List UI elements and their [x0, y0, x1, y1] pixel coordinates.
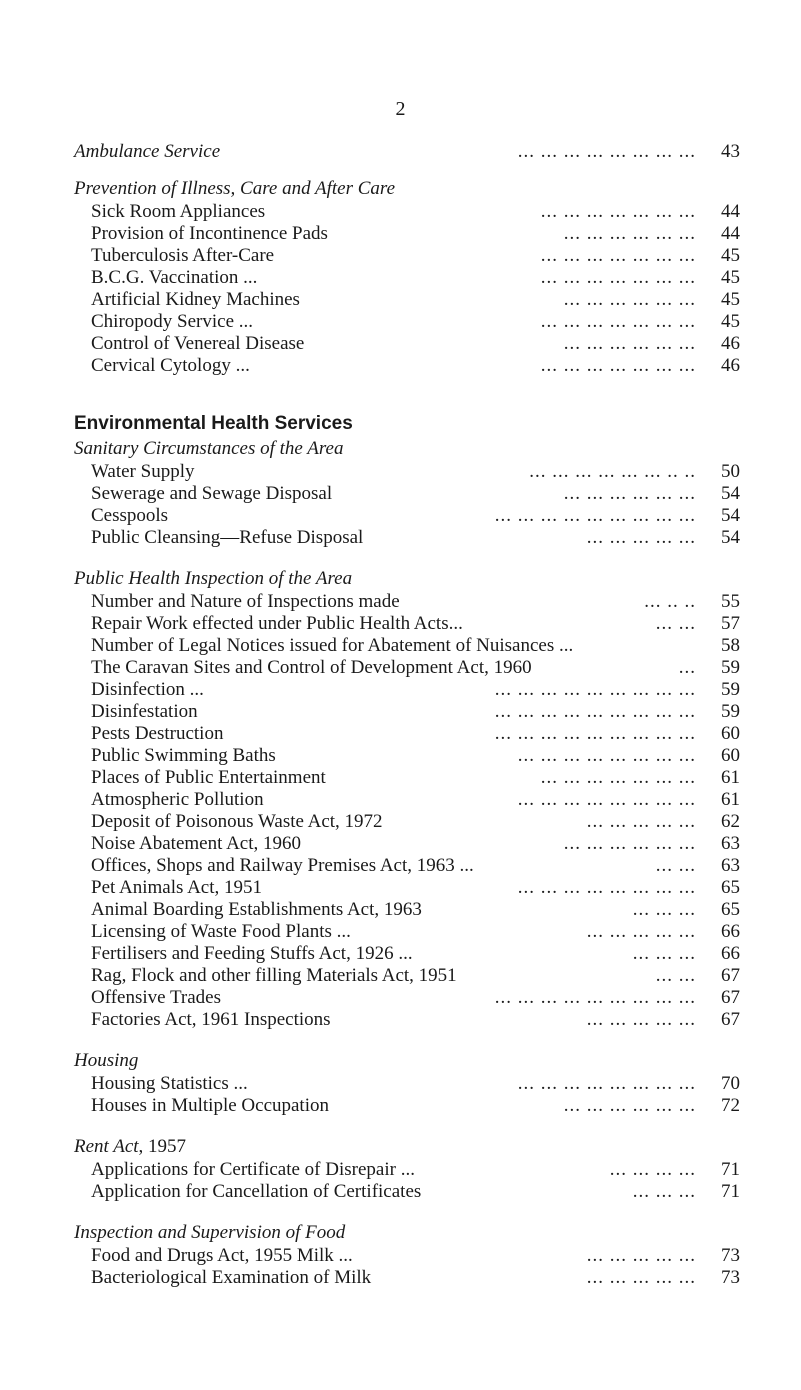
toc-entry — [74, 591, 740, 613]
toc-page-number: 70 — [721, 1073, 740, 1094]
leader-dots: ... ... — [655, 965, 696, 986]
toc-entry — [74, 483, 740, 505]
toc-entry — [74, 855, 740, 877]
toc-page-number: 57 — [721, 613, 740, 634]
toc-entry — [74, 311, 740, 333]
leader-dots: ... ... ... ... ... ... ... — [540, 355, 696, 376]
toc-entry-label: Ambulance Service — [74, 141, 221, 162]
toc-page-number: 44 — [721, 223, 740, 244]
leader-dots: ... ... ... ... ... ... ... ... ... — [494, 723, 696, 744]
toc-page-number: 66 — [721, 921, 740, 942]
toc-entry-label: The Caravan Sites and Control of Development Act, 1960 — [91, 657, 532, 678]
toc-entry — [74, 245, 740, 267]
toc-entry-label: Public Cleansing—Refuse Disposal — [91, 527, 364, 548]
toc-page-number: 46 — [721, 333, 740, 354]
toc-page-number: 66 — [721, 943, 740, 964]
leader-dots: ... ... ... ... ... — [586, 1009, 696, 1030]
toc-entry — [74, 745, 740, 767]
toc-entry-label: Animal Boarding Establishments Act, 1963 — [91, 899, 422, 920]
toc-entry — [74, 1159, 740, 1181]
leader-dots: ... ... — [655, 855, 696, 876]
leader-dots: ... — [678, 657, 696, 678]
toc-page-number: 58 — [721, 635, 740, 656]
leader-dots: ... ... ... ... ... — [586, 921, 696, 942]
toc-entry-label: Artificial Kidney Machines — [91, 289, 300, 310]
toc-entry-label: Number of Legal Notices issued for Abatement of Nuisances ... — [91, 635, 574, 656]
toc-page-number: 72 — [721, 1095, 740, 1116]
toc-page-number: 43 — [721, 141, 740, 162]
toc-entry-label: Cervical Cytology ... — [91, 355, 250, 376]
leader-dots: ... ... ... ... ... ... — [563, 483, 696, 504]
toc-entry-label: Water Supply — [91, 461, 195, 482]
toc-entry-label: Bacteriological Examination of Milk — [91, 1267, 372, 1288]
toc-entry-label: Disinfection ... — [91, 679, 204, 700]
leader-dots: ... ... ... ... ... ... ... ... — [517, 141, 696, 162]
toc-entry-label: B.C.G. Vaccination ... — [91, 267, 258, 288]
toc-entry-label: Housing Statistics ... — [91, 1073, 248, 1094]
toc-entry-label: Control of Venereal Disease — [91, 333, 305, 354]
toc-entry-label: Application for Cancellation of Certificates — [91, 1181, 422, 1202]
toc-entry — [74, 1245, 740, 1267]
toc-page-number: 73 — [721, 1267, 740, 1288]
toc-entry-label: Pet Animals Act, 1951 — [91, 877, 262, 898]
toc-entry — [74, 1181, 740, 1203]
leader-dots: ... ... ... ... ... ... ... ... — [517, 745, 696, 766]
table-of-contents — [74, 141, 740, 1289]
toc-entry-label: Noise Abatement Act, 1960 — [91, 833, 302, 854]
toc-page-number: 59 — [721, 679, 740, 700]
toc-entry-label: Rag, Flock and other filling Materials Act, 1951 — [91, 965, 457, 986]
toc-entry-label: Places of Public Entertainment — [91, 767, 326, 788]
toc-page-number: 61 — [721, 767, 740, 788]
toc-entry-label: Offices, Shops and Railway Premises Act, 1963 ... — [91, 855, 474, 876]
toc-entry-label: Pests Destruction — [91, 723, 224, 744]
toc-page-number: 61 — [721, 789, 740, 810]
toc-entry — [74, 1009, 740, 1031]
subsection-heading: Sanitary Circumstances of the Area — [74, 438, 344, 459]
toc-entry — [74, 461, 740, 483]
toc-page-number: 44 — [721, 201, 740, 222]
toc-entry-label: Public Swimming Baths — [91, 745, 276, 766]
toc-page-number: 59 — [721, 701, 740, 722]
leader-dots: ... ... ... ... ... — [586, 527, 696, 548]
toc-page-number: 45 — [721, 289, 740, 310]
toc-entry-label: Applications for Certificate of Disrepair ... — [91, 1159, 415, 1180]
toc-entry-label: Repair Work effected under Public Health Acts... — [91, 613, 463, 634]
leader-dots: ... ... ... ... ... ... — [563, 289, 696, 310]
toc-entry — [74, 921, 740, 943]
spacer — [74, 1203, 740, 1221]
toc-page-number: 63 — [721, 855, 740, 876]
leader-dots: ... ... ... — [632, 943, 696, 964]
toc-page-number: 67 — [721, 987, 740, 1008]
subsection-heading: Inspection and Supervision of Food — [74, 1222, 346, 1243]
section-heading: Environmental Health Services — [74, 413, 353, 434]
toc-page-number: 54 — [721, 527, 740, 548]
leader-dots: ... ... ... ... ... ... — [563, 333, 696, 354]
toc-entry — [74, 1267, 740, 1289]
toc-page-number: 46 — [721, 355, 740, 376]
leader-dots: ... ... ... ... ... ... ... — [540, 245, 696, 266]
toc-page-number: 60 — [721, 745, 740, 766]
toc-page-number: 60 — [721, 723, 740, 744]
toc-entry — [74, 965, 740, 987]
toc-entry — [74, 613, 740, 635]
spacer — [74, 1117, 740, 1135]
toc-entry-label: Chiropody Service ... — [91, 311, 254, 332]
leader-dots: ... ... ... ... ... ... .. .. — [529, 461, 696, 482]
page-number: 2 — [395, 98, 406, 120]
leader-dots: ... ... ... ... ... ... ... — [540, 267, 696, 288]
leader-dots: ... ... ... ... ... — [586, 811, 696, 832]
spacer — [74, 163, 740, 177]
toc-entry — [74, 723, 740, 745]
toc-entry-label: Sick Room Appliances — [91, 201, 266, 222]
toc-page-number: 45 — [721, 245, 740, 266]
leader-dots: ... ... ... ... ... ... ... — [540, 201, 696, 222]
leader-dots: ... ... ... ... ... ... ... ... — [517, 789, 696, 810]
toc-page-number: 45 — [721, 311, 740, 332]
toc-page-number: 73 — [721, 1245, 740, 1266]
toc-entry — [74, 635, 740, 657]
toc-page-number: 65 — [721, 877, 740, 898]
toc-entry-label: Cesspools — [91, 505, 169, 526]
toc-entry-label: Food and Drugs Act, 1955 Milk ... — [91, 1245, 353, 1266]
toc-entry-label: Deposit of Poisonous Waste Act, 1972 — [91, 811, 383, 832]
toc-entry-label: Tuberculosis After-Care — [91, 245, 275, 266]
toc-entry-label: Number and Nature of Inspections made — [91, 591, 400, 612]
leader-dots: ... ... ... ... ... ... ... ... ... — [494, 987, 696, 1008]
toc-entry — [74, 223, 740, 245]
toc-entry — [74, 833, 740, 855]
toc-entry-label: Factories Act, 1961 Inspections — [91, 1009, 331, 1030]
subsection-heading: Rent Act, 1957 — [74, 1136, 187, 1157]
spacer — [74, 549, 740, 567]
toc-page-number: 59 — [721, 657, 740, 678]
toc-entry — [74, 701, 740, 723]
toc-page-number: 45 — [721, 267, 740, 288]
toc-entry — [74, 767, 740, 789]
leader-dots: ... .. .. — [644, 591, 696, 612]
toc-page-number: 50 — [721, 461, 740, 482]
toc-entry-label: Atmospheric Pollution — [91, 789, 264, 810]
toc-entry-label: Fertilisers and Feeding Stuffs Act, 1926 ... — [91, 943, 413, 964]
subsection-heading: Housing — [74, 1050, 139, 1071]
leader-dots: ... ... ... ... ... ... ... — [540, 311, 696, 332]
toc-page-number: 71 — [721, 1181, 740, 1202]
spacer — [74, 377, 740, 411]
leader-dots: ... ... ... ... ... ... — [563, 833, 696, 854]
toc-entry — [74, 943, 740, 965]
toc-page-number: 55 — [721, 591, 740, 612]
leader-dots: ... ... ... — [632, 899, 696, 920]
toc-entry — [74, 505, 740, 527]
toc-page-number: 67 — [721, 1009, 740, 1030]
toc-entry-label: Offensive Trades — [91, 987, 222, 1008]
toc-page-number: 54 — [721, 505, 740, 526]
leader-dots: ... ... ... ... ... ... ... ... ... — [494, 505, 696, 526]
leader-dots: ... ... ... ... ... ... ... ... — [517, 1073, 696, 1094]
toc-page-number: 65 — [721, 899, 740, 920]
leader-dots: ... ... ... ... ... — [586, 1267, 696, 1288]
toc-page-number: 54 — [721, 483, 740, 504]
leader-dots: ... ... ... ... ... ... ... ... ... — [494, 679, 696, 700]
toc-entry — [74, 899, 740, 921]
toc-entry — [74, 1095, 740, 1117]
toc-entry — [74, 333, 740, 355]
toc-page-number: 67 — [721, 965, 740, 986]
leader-dots: ... ... ... ... ... — [586, 1245, 696, 1266]
toc-entry — [74, 657, 740, 679]
leader-dots: ... ... — [655, 613, 696, 634]
leader-dots: ... ... ... ... ... ... — [563, 1095, 696, 1116]
toc-entry-label: Licensing of Waste Food Plants ... — [91, 921, 351, 942]
toc-entry — [74, 789, 740, 811]
toc-page-number: 71 — [721, 1159, 740, 1180]
leader-dots: ... ... ... ... ... ... ... ... — [517, 877, 696, 898]
toc-entry — [74, 527, 740, 549]
spacer — [74, 1031, 740, 1049]
toc-page-number: 62 — [721, 811, 740, 832]
toc-entry — [74, 987, 740, 1009]
toc-entry — [74, 201, 740, 223]
toc-entry-label: Houses in Multiple Occupation — [91, 1095, 329, 1116]
toc-entry — [74, 289, 740, 311]
toc-entry-label: Provision of Incontinence Pads — [91, 223, 328, 244]
toc-page-number: 63 — [721, 833, 740, 854]
subsection-heading: Prevention of Illness, Care and After Care — [74, 178, 396, 199]
toc-entry — [74, 267, 740, 289]
leader-dots: ... ... ... ... ... ... ... — [540, 767, 696, 788]
toc-entry — [74, 141, 740, 163]
toc-entry-label: Sewerage and Sewage Disposal — [91, 483, 333, 504]
leader-dots: ... ... ... ... ... ... — [563, 223, 696, 244]
leader-dots: ... ... ... — [632, 1181, 696, 1202]
toc-entry — [74, 679, 740, 701]
toc-entry — [74, 877, 740, 899]
leader-dots: ... ... ... ... — [609, 1159, 696, 1180]
leader-dots: ... ... ... ... ... ... ... ... ... — [494, 701, 696, 722]
toc-entry — [74, 355, 740, 377]
subsection-heading: Public Health Inspection of the Area — [74, 568, 353, 589]
toc-entry — [74, 811, 740, 833]
toc-entry-label: Disinfestation — [91, 701, 198, 722]
toc-entry — [74, 1073, 740, 1095]
